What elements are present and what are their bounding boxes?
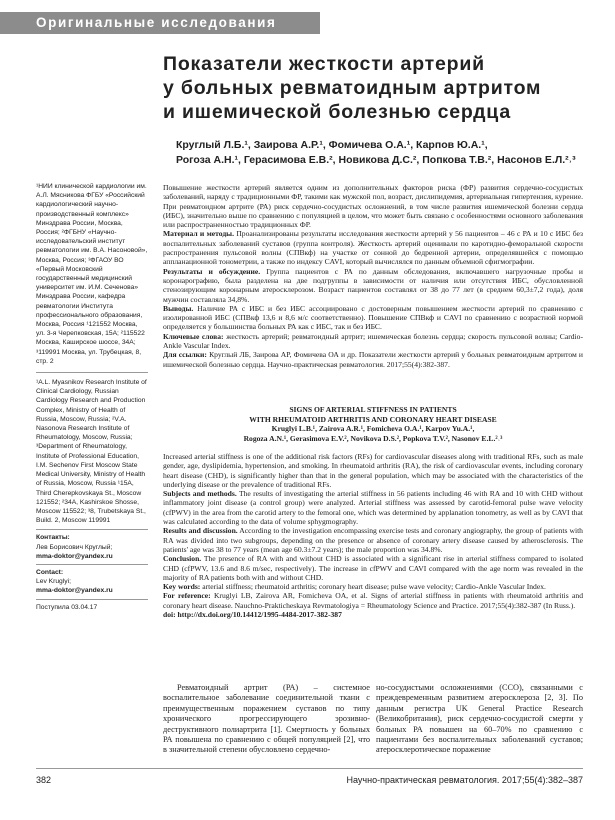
affiliations-ru: ¹НИИ клинической кардиологии им. А.Л. Мясникова ФГБУ «Российский кардиологический научно-производственный комплекс» Минздрава России, Москва, Россия; ²ФГБНУ «Научно-исследовательский институт ревматологии им. В.А. Насоновой», Москва, Россия; ³ФГАОУ ВО «Первый Московский государственный медицинский университет им. И.М. Сеченова» Минздрава России, кафедра ревматологии Института профессионального образования, Москва, Россия ¹121552 Москва, ул. 3-я Черепковская, 15А; ²115522 Москва, Каширское шоссе, 34А; ³119991 Москва, ул. Трубецкая, 8, стр. 2 [36,183,148,365]
results-text: Группа пациентов с РА по данным обследования, включавшего нагрузочные пробы и коронарографию, была разделена на две подгруппы в зависимости от наличия или отсутствия ИБС, обусловленной стенозирующим коронарным атеросклерозом. Возраст пациентов составлял от 38 до 77 лет (в среднем 60,3±7,2 года), доля мужчин составляла 34,8%. [163,266,583,304]
abstract-ru [163,183,583,369]
sidebar-divider [36,529,148,530]
contacts-person: Лев Борисович Круглый; [36,543,113,551]
sidebar [36,182,148,612]
sidebar-divider [36,372,148,373]
conclusions-text: Наличие РА с ИБС и без ИБС ассоциировано с достоверным повышением жесткости артерий по сравнению с изолированной ИБС (СПВкф 13,6 и 8,6 м/с соответственно). Повышение СПВкф и CAVI по сравнению с возрастной нормой определяется у большинства больных РА как с ИБС, так и без ИБС. [163,303,583,332]
journal-citation: Научно-практическая ревматология. 2017;55(4):382–387 [346,775,583,785]
authors [176,138,596,168]
keywords-text: жесткость артерий; ревматоидный артрит; ишемическая болезнь сердца; скорость пульсовой волны; Cardio-Ankle Vascular Index. [163,331,583,351]
abstract-intro: Повышение жесткости артерий является одним из дополнительных факторов риска (ФР) развития сердечно-сосудистых заболеваний, наряду с традиционными ФР, такими как мужской пол, возраст, дислипидемия, артериальная гипертензия, курение. При ревматоидном артрите (РА) риск сердечно-сосудистых осложнений, в том числе развития ишемической болезни сердца (ИБС), значительно выше по сравнению с популяцией в целом, что может быть связано с особенностями основного заболевания или распространенностью традиционных ФР. [163,183,583,230]
authors-line: Рогоза А.Н.¹, Герасимова Е.В.², Новикова Д.С.², Попкова Т.В.², Насонов Е.Л.²˒³ [176,154,576,166]
abstract-methods [163,229,583,266]
body-paragraph: но-сосудистыми осложнениями (ССО), связанными с преждевременным развитием атеросклероза [2, 3]. По данным регистра UK General Practice Research (Великобритания), риск сердечно-сосудистой смерти у больных РА повышен на 60–70% по сравнению с пациентами без воспалительных заболеваний суставов; атеросклеротическое поражение [376,683,583,755]
authors-line: Круглый Л.Б.¹, Заирова А.Р.¹, Фомичева О.А.¹, Карпов Ю.А.¹, [176,139,488,151]
footer-divider [36,768,583,769]
abstract-conclusions [163,304,583,332]
citation-text: Круглый ЛБ, Заирова АР, Фомичева ОА и др. Показатели жесткости артерий у больных ревматоидным артритом и ишемической болезнью сердца. Научно-практическая ревматология. 2017;55(4):382-387. [163,350,583,369]
abstract-en-results [163,526,583,554]
affiliations-en: ¹A.L. Myasnikov Research Institute of Clinical Cardiology, Russian Cardiology Research and Production Complex, Ministry of Health of Russia, Moscow, Russia; ²V.A. Nasonova Research Institute of Rheumatology, Moscow, Russia; ³Department of Rheumatology, Institute of Professional Education, I.M. Sechenov First Moscow State Medical University, Ministry of Health of Russia, Moscow, Russia ¹15A, Third Cherepkovskaya St., Moscow 121552; ²34A, Kashirskoe Shosse, Moscow 115522; ³8, Trubetskaya St., Build. 2, Moscow 119991 [36,379,147,525]
methods-label: Материал и методы. [163,229,235,239]
english-authors-line: Kruglyi L.B.¹, Zairova A.R.¹, Fomicheva O.A.¹, Karpov Yu.A.¹, [271,424,475,433]
conclusion-label: Conclusion. [163,554,202,564]
conclusion-text: The presence of RA with and without CHD is associated with a significant rise in arterial stiffness compared to isolated CHD (cfPWV, 13.6 and 8.6 m/sec, respectively). The increase in cfPWV and CAVI compared with the age norm was revealed in the majority of RA patients both with and without CHD. [163,554,583,582]
contacts-label: Контакты: [36,534,70,542]
contact-email[interactable]: mma-doktor@yandex.ru [36,587,113,595]
abstract-en-methods [163,489,583,526]
abstract-en [163,452,583,619]
english-authors-line: Rogoza A.N.¹, Gerasimova E.V.², Novikova D.S.², Popkova T.V.², Nasonov E.L.²˒³ [243,433,503,443]
section-header-band [0,12,320,34]
methods-text: The results of investigating the arterial stiffness in 56 patients including 46 with RA and 10 with CHD without inflammatory joint disease (a control group) were analyzed. Arterial stiffness was assessed by carotid-femoral pulse wave velocity (cfPWV) in the area from the carotid artery to the femoral one, which was determined by applanation tonometry, as well as by CAVI that was calculated according to the data of volume sphygmography. [163,489,583,527]
abstract-en-conclusion [163,554,583,582]
sidebar-divider [36,599,148,600]
article-title [163,52,583,124]
reference-text: Kruglyi LB, Zairova AR, Fomicheva OA, et al. Signs of arterial stiffness in patients with rheumatoid arthritis and coronary heart disease. Nauchno-Prakticheskaya Revmatologiya = Rheumatology Science and Practice. 2017;55(4):382-387 (In Russ.). [163,591,583,610]
methods-text: Проанализированы результаты исследования жесткости артерий у 56 пациентов – 46 с РА и 10 с ИБС без воспалительных заболеваний суставов (группа контроля). Жесткость артерий оценивали по каротидно-феморальной скорости распространения пульсовой волны (СПВкф) на участке от сонной до бедренной артерии, определявшейся с помощью аппланационной тонометрии, а также по индексу CAVI, который вычислялся по данным объемной сфигмографии. [163,229,583,267]
contacts-email[interactable]: mma-doktor@yandex.ru [36,552,113,560]
methods-label: Subjects and methods. [163,489,237,499]
reference-label: For reference: [163,591,211,601]
sidebar-divider [36,564,148,565]
results-label: Результаты и обсуждение. [163,266,261,276]
received-date: Поступила 03.04.17 [36,603,98,611]
title-line: и ишемической болезнью сердца [163,101,511,123]
abstract-en-keywords [163,582,583,591]
doi[interactable]: doi: http://dx.doi.org/10.14412/1995-4484-2017-382-387 [163,610,342,620]
conclusions-label: Выводы. [163,303,194,313]
results-text: According to the investigation encompassing exercise tests and coronary angiography, the group of patients with RA was divided into two subgroups, depending on the presence or absence of coronary artery disease caused by atherosclerosis. The patients' age was 38 to 77 years (mean age 60.3±7.2 years); the male proportion was 34.8%. [163,526,583,554]
abstract-keywords [163,332,583,351]
english-title-line: WITH RHEUMATOID ARTHRITIS AND CORONARY HEART DISEASE [249,414,497,424]
page-number: 382 [36,775,52,785]
citation-label: Для ссылки: [163,350,207,360]
contact-label: Contact: [36,568,64,576]
title-line: Показатели жесткости артерий [163,53,485,75]
keywords-label: Key words: [163,582,201,592]
body-paragraph: Ревматоидный артрит (РА) – системное воспалительное заболевание соединительной ткани с преимущественным поражением суставов по типу хронического прогрессирующего эрозивно-деструктивного полиартрита [1]. Смертность у больных РА повышена по сравнению с общей популяцией [2], что в значительной степени обусловлено сердечно- [163,683,370,755]
body-column-right [376,683,583,756]
keywords-label: Ключевые слова: [163,331,224,341]
abstract-citation [163,350,583,369]
section-header: Оригинальные исследования [36,15,277,30]
english-title-line: SIGNS OF ARTERIAL STIFFNESS IN PATIENTS [289,405,457,414]
contact-person: Lev Kruglyi; [36,578,71,586]
english-title-block [163,405,583,443]
results-label: Results and discussion. [163,526,238,536]
keywords-text: arterial stiffness; rheumatoid arthritis; coronary heart disease; pulse wave velocity; Cardio-Ankle Vascular Index. [202,582,546,592]
body-column-left [163,683,370,756]
abstract-en-intro: Increased arterial stiffness is one of the additional risk factors (RFs) for cardiovascular diseases along with traditional RFs, such as male gender, age, dyslipidemia, hypertension, and smoking. In rheumatoid arthritis (RA), the risk of cardiovascular events, including coronary heart disease (CHD), is significantly higher than that in the general population, which may be associated with the characteristics of the underlying disease or the prevalence of traditional RFs. [163,452,583,489]
title-line: у больных ревматоидным артритом [163,77,542,99]
abstract-en-reference [163,591,583,610]
abstract-results [163,267,583,304]
